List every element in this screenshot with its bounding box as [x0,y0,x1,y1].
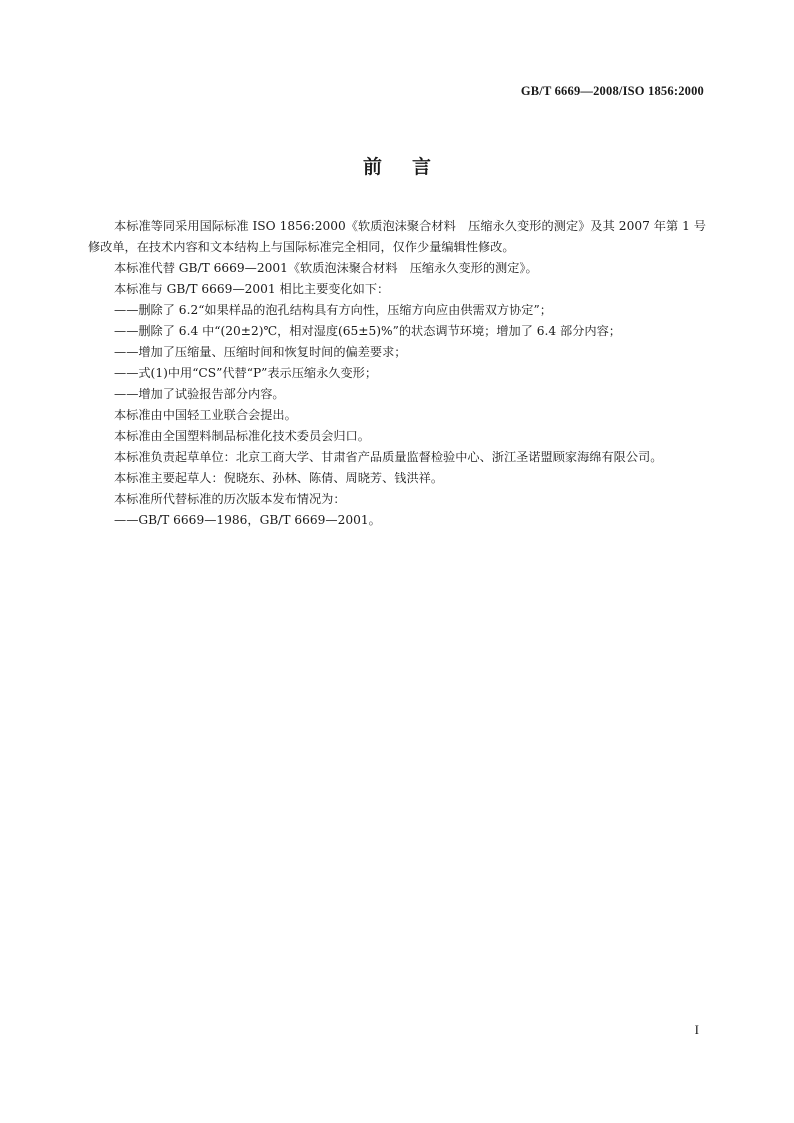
change-item: ——增加了压缩量、压缩时间和恢复时间的偏差要求； [114,345,407,359]
paragraph-replaces: 本标准代替 GB/T 6669—2001《软质泡沫聚合材料 压缩永久变形的测定》。 [114,261,538,275]
paragraph-adoption: 本标准等同采用国际标准 ISO 1856:2000《软质泡沫聚合材料 压缩永久变形的测定》及其 2007 年第 1 号修改单，在技术内容和文本结构上与国际标准完全相同，仅作少量编辑性修改。 [88,219,706,254]
paragraph-centralized-by: 本标准由全国塑料制品标准化技术委员会归口。 [114,429,370,443]
standard-code-header: GB/T 6669—2008/ISO 1856:2000 [520,84,704,98]
paragraph-changes-intro: 本标准与 GB/T 6669—2001 相比主要变化如下： [114,282,390,296]
change-item: ——删除了 6.4 中“(20±2)℃，相对湿度(65±5)%”的状态调节环境；增加了 6.4 部分内容； [114,324,621,338]
change-item: ——式(1)中用“CS”代替“P”表示压缩永久变形； [114,366,378,380]
paragraph-drafting-units: 本标准负责起草单位：北京工商大学、甘肃省产品质量监督检验中心、浙江圣诺盟顾家海绵有限公司。 [114,450,663,464]
paragraph-proposed-by: 本标准由中国轻工业联合会提出。 [114,408,297,422]
page-title: 前言 [362,156,461,178]
foreword-body [88,216,706,531]
paragraph-drafters: 本标准主要起草人：倪晓东、孙林、陈倩、周晓芳、钱洪祥。 [114,471,444,485]
history-item: ——GB/T 6669—1986，GB/T 6669—2001。 [114,513,381,527]
change-item: ——删除了 6.2“如果样品的泡孔结构具有方向性，压缩方向应由供需双方协定”； [114,303,552,317]
paragraph-history-intro: 本标准所代替标准的历次版本发布情况为： [114,492,346,506]
page-number: I [694,1022,699,1037]
change-item: ——增加了试验报告部分内容。 [114,387,285,401]
